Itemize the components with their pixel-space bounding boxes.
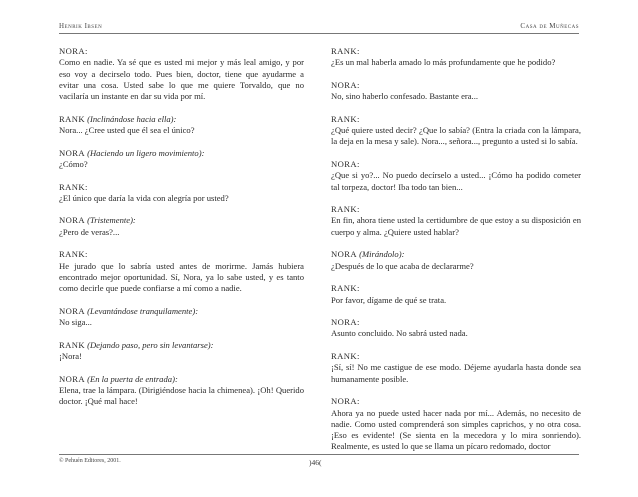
dialogue-text: Por favor, dígame de qué se trata. <box>331 294 447 305</box>
stage-direction: (Dejando paso, pero sin levantarse): <box>87 339 214 350</box>
page-number: )46( <box>309 458 322 467</box>
speaker-name: RANK: <box>331 351 360 362</box>
speaker-name: NORA <box>59 305 85 316</box>
speaker-name: NORA <box>59 147 85 158</box>
speaker-name: NORA: <box>59 46 88 56</box>
speaker-name: RANK: <box>331 46 360 56</box>
dialogue-text: ¿Que si yo?... No puedo decírselo a usted... ¡Cómo ha podido cometer tal torpeza, doctor! Iba todo tan bien... <box>331 170 581 192</box>
speaker-line <box>331 283 581 294</box>
speaker-name: NORA: <box>331 158 360 169</box>
dialogue-text: Ahora ya no puede usted hacer nada por mí... Además, no necesito de nadie. Como usted comprenderá son simples caprichos, y no otra cosa. ¡Eso es evidente! (Se sienta en la mecedora y lo mira sonriendo). Realmente, es usted lo que se llama un pícaro redomado, doctor <box>331 407 581 452</box>
dialogue-text: ¿Es un mal haberla amado lo más profundamente que he podido? <box>331 57 556 68</box>
speaker-line <box>331 204 581 215</box>
dialogue-block <box>331 114 581 148</box>
speaker-name: NORA: <box>331 396 360 407</box>
dialogue-text: ¿Después de lo que acaba de declararme? <box>331 260 474 271</box>
speaker-name: RANK <box>59 113 85 124</box>
dialogue-block <box>331 159 581 193</box>
dialogue-block <box>331 249 581 272</box>
dialogue-text: ¡Nora! <box>59 351 82 362</box>
speaker-line <box>331 159 581 170</box>
dialogue-block <box>331 396 581 452</box>
speaker-line <box>59 249 304 260</box>
speaker-line <box>59 215 304 226</box>
speaker-line <box>59 114 304 125</box>
speaker-line <box>331 351 581 362</box>
dialogue-text: En fin, ahora tiene usted la certidumbre de que estoy a su disposición en cuerpo y alma. ¿Quiere usted hablar? <box>331 215 581 237</box>
dialogue-text: ¡Sí, sí! No me castigue de ese modo. Déjeme ayudarla hasta donde sea humanamente posible. <box>331 362 581 384</box>
dialogue-block <box>59 249 304 294</box>
running-header-author: Henrik Ibsen <box>59 22 103 30</box>
dialogue-block <box>59 306 304 329</box>
left-column <box>59 46 304 419</box>
stage-direction: (En la puerta de entrada): <box>87 373 178 384</box>
speaker-line <box>331 46 581 57</box>
speaker-name: RANK: <box>331 113 360 124</box>
speaker-name: NORA: <box>331 317 360 328</box>
dialogue-text: Como en nadie. Ya sé que es usted mi mejor y más leal amigo, y por eso voy a decirselo todo. Pues bien, doctor, tiene que ayudarme a evitar una cosa. Usted sabe lo que me quiere Torvaldo, que no vacilaría un instante en dar su vida por mí. <box>59 57 304 102</box>
dialogue-block <box>331 283 581 306</box>
dialogue-block <box>59 114 304 137</box>
footer-rule <box>59 454 579 455</box>
dialogue-block <box>59 215 304 238</box>
speaker-line <box>59 182 304 193</box>
speaker-name: RANK: <box>331 204 360 215</box>
speaker-line <box>59 374 304 385</box>
dialogue-text: No, sino haberlo confesado. Bastante era... <box>331 91 479 102</box>
dialogue-text: Elena, trae la lámpara. (Dirigiéndose hacia la chimenea). ¡Oh! Querido doctor. ¡Qué mal hace! <box>59 384 304 407</box>
running-header-title: Casa de Muñecas <box>520 22 579 30</box>
dialogue-block <box>59 340 304 363</box>
speaker-name: NORA <box>331 249 357 260</box>
dialogue-block <box>59 374 304 408</box>
speaker-name: NORA <box>59 215 85 226</box>
speaker-line <box>331 396 581 407</box>
speaker-line <box>59 148 304 159</box>
dialogue-text: No siga... <box>59 317 92 328</box>
speaker-name: NORA <box>59 373 85 384</box>
dialogue-block <box>331 204 581 238</box>
stage-direction: (Haciendo un ligero movimiento): <box>87 147 205 158</box>
speaker-line <box>331 80 581 91</box>
dialogue-text: He jurado que lo sabría usted antes de morirme. Jamás hubiera encontrado mejor oportunidad. Sí, Nora, ya lo sabe usted, y es tanto como decirle que puede confiarse a mí como a nadie. <box>59 260 304 294</box>
dialogue-text: ¿Cómo? <box>59 158 88 169</box>
dialogue-text: ¿Pero de veras?... <box>59 226 120 237</box>
speaker-line <box>59 340 304 351</box>
dialogue-block <box>331 317 581 340</box>
dialogue-block <box>59 182 304 205</box>
header-rule <box>59 33 579 34</box>
speaker-line <box>331 317 581 328</box>
stage-direction: (Mirándolo): <box>359 249 405 260</box>
dialogue-block <box>331 351 581 385</box>
speaker-name: NORA: <box>331 79 360 90</box>
speaker-line <box>331 114 581 125</box>
right-column <box>331 46 581 464</box>
footer-copyright: © Pehuén Editores, 2001. <box>59 458 121 464</box>
speaker-line <box>59 306 304 317</box>
stage-direction: (Inclinándose hacia ella): <box>87 113 177 124</box>
dialogue-block <box>331 46 581 69</box>
speaker-name: RANK: <box>59 249 88 260</box>
dialogue-text: ¿El único que daría la vida con alegría por usted? <box>59 192 229 203</box>
dialogue-text: ¿Qué quiere usted decir? ¿Que lo sabía? (Entra la criada con la lámpara, la deja en la mesa y sale). Nora..., señora..., pregunto a usted si lo sabía. <box>331 125 581 147</box>
stage-direction: (Tristemente): <box>87 215 136 226</box>
dialogue-text: Nora... ¿Cree usted que él sea el único? <box>59 125 195 136</box>
dialogue-block <box>331 80 581 103</box>
dialogue-text: Asunto concluido. No sabrá usted nada. <box>331 328 468 339</box>
dialogue-block <box>59 46 304 102</box>
speaker-name: RANK <box>59 339 85 350</box>
stage-direction: (Levantándose tranquilamente): <box>87 305 199 316</box>
dialogue-block <box>59 148 304 171</box>
speaker-line <box>59 46 304 57</box>
speaker-name: RANK: <box>59 181 88 192</box>
speaker-name: RANK: <box>331 283 360 294</box>
speaker-line <box>331 249 581 260</box>
